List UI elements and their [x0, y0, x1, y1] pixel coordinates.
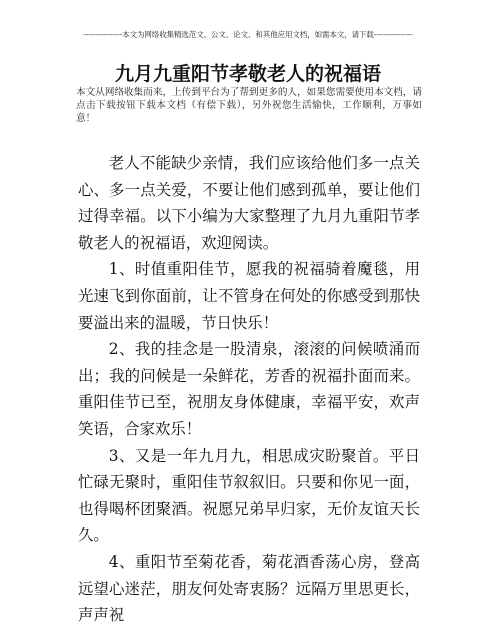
- intro-note: 本文从网络收集而来，上传到平台为了帮到更多的人，如果您需要使用本文档，请点击下载按钮下载本文档（有偿下载），另外祝您生活愉快，工作顺利，万事如意！: [76, 87, 422, 124]
- header-note: ----------------本文为网络收集精选范文、公文、论文、和其他应用文档，如需本文，请下载----------------: [83, 30, 413, 39]
- paragraph-item-4: 4、重阳节至菊花香，菊花酒香荡心房，登高远望心迷茫，朋友何处寄衷肠？远隔万里思更长，声声祝: [78, 552, 420, 625]
- paragraph-item-1: 1、时值重阳佳节，愿我的祝福骑着魔毯，用光速飞到你面前，让不管身在何处的你感受到那快要溢出来的温暖，节日快乐！: [78, 260, 420, 332]
- paragraph-intro: 老人不能缺少亲情，我们应该给他们多一点关心、多一点关爱，不要让他们感到孤单，要让他们过得幸福。以下小编为大家整理了九月九重阳节孝敬老人的祝福语，欢迎阅读。: [78, 154, 420, 252]
- paragraph-item-3: 3、又是一年九月九，相思成灾盼聚首。平日忙碌无聚时，重阳佳节叙叙旧。只要和你见一面，也得喝杯团聚酒。祝愿兄弟早归家，无价友谊天长久。: [78, 446, 420, 545]
- document-title: 九月九重阳节孝敬老人的祝福语: [114, 63, 381, 85]
- paragraph-item-2: 2、我的挂念是一股清泉，滚滚的问候喷涌而出；我的问候是一朵鲜花，芳香的祝福扑面而来。重阳佳节已至，祝朋友身体健康，幸福平安，欢声笑语，合家欢乐！: [78, 340, 420, 438]
- body-text: [78, 150, 420, 629]
